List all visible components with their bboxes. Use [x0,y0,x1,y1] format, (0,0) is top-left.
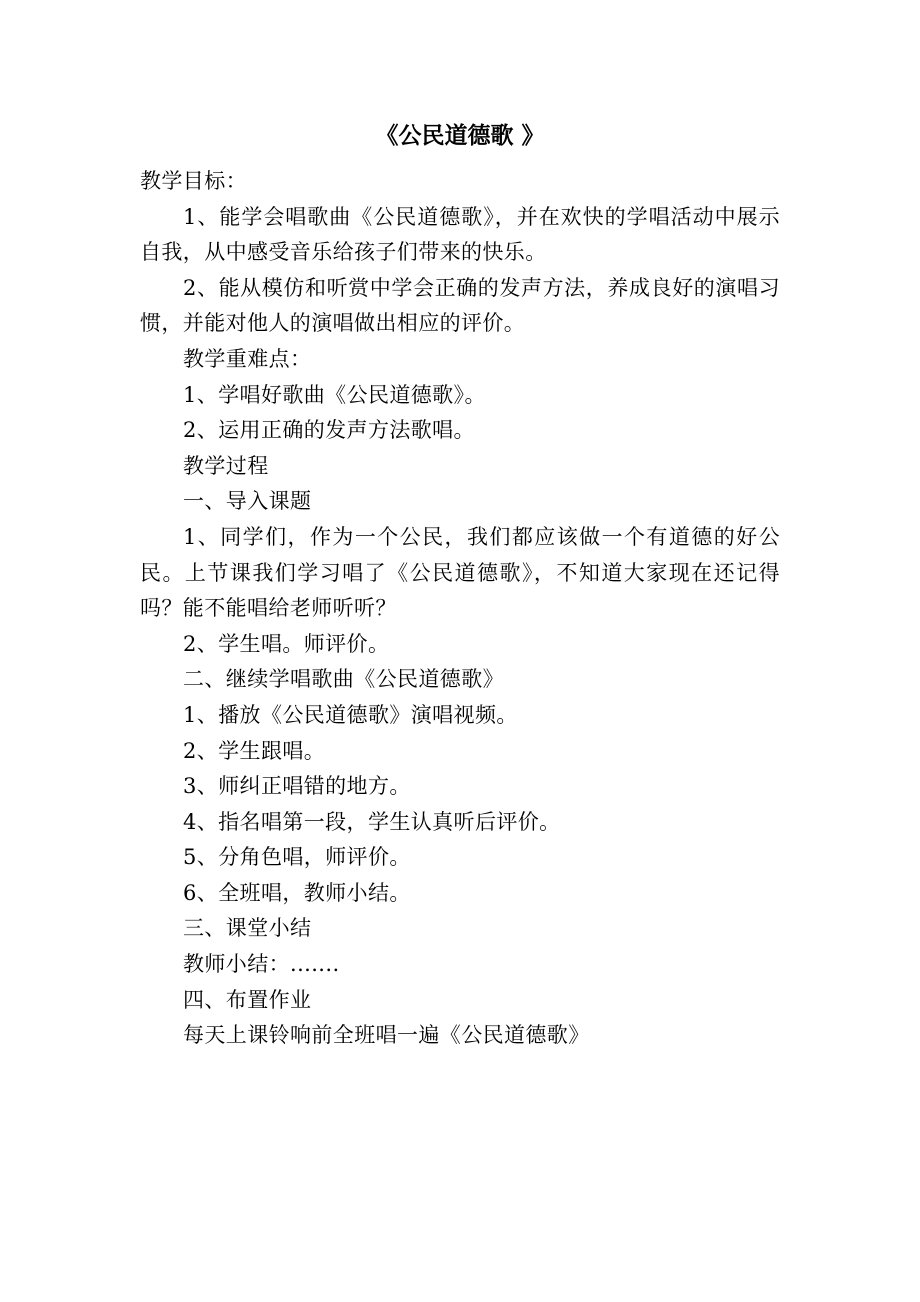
key-point-item: 1、学唱好歌曲《公民道德歌》。 [183,382,486,407]
document-body [140,164,780,1054]
process-step-item: 2、学生跟唱。 [183,738,326,763]
objective-item: 1、能学会唱歌曲《公民道德歌》，并在欢快的学唱活动中展示自我，从中感受音乐给孩子们带来的快乐。 [140,204,780,265]
section-heading-key-points: 教学重难点： [183,346,312,371]
process-step-item: 4、指名唱第一段，学生认真听后评价。 [183,809,561,834]
process-step-item: 教师小结：....... [183,952,340,977]
process-step-heading: 一、导入课题 [183,489,312,514]
process-step-item: 5、分角色唱，师评价。 [183,845,411,870]
document-title: 《公民道德歌 》 [375,122,545,149]
process-step-heading: 二、继续学唱歌曲《公民道德歌》 [183,667,504,692]
process-step-item: 2、学生唱。师评价。 [183,631,390,656]
process-step-heading: 三、课堂小结 [183,916,312,941]
section-heading-objectives: 教学目标： [140,169,247,193]
objective-item: 2、能从模仿和听赏中学会正确的发声方法，养成良好的演唱习惯，并能对他人的演唱做出相应的评价。 [140,275,780,336]
process-step-item: 1、同学们，作为一个公民，我们都应该做一个有道德的好公民。上节课我们学习唱了《公民道德歌》，不知道大家现在还记得吗？能不能唱给老师听听？ [140,524,780,621]
section-heading-process: 教学过程 [183,453,269,478]
process-step-item: 3、师纠正唱错的地方。 [183,774,411,799]
process-step-item: 每天上课铃响前全班唱一遍《公民道德歌》 [183,1023,590,1048]
key-point-item: 2、运用正确的发声方法歌唱。 [183,418,475,443]
process-step-heading: 四、布置作业 [183,987,312,1012]
process-step-item: 1、播放《公民道德歌》演唱视频。 [183,702,518,727]
process-step-item: 6、全班唱，教师小结。 [183,880,411,905]
